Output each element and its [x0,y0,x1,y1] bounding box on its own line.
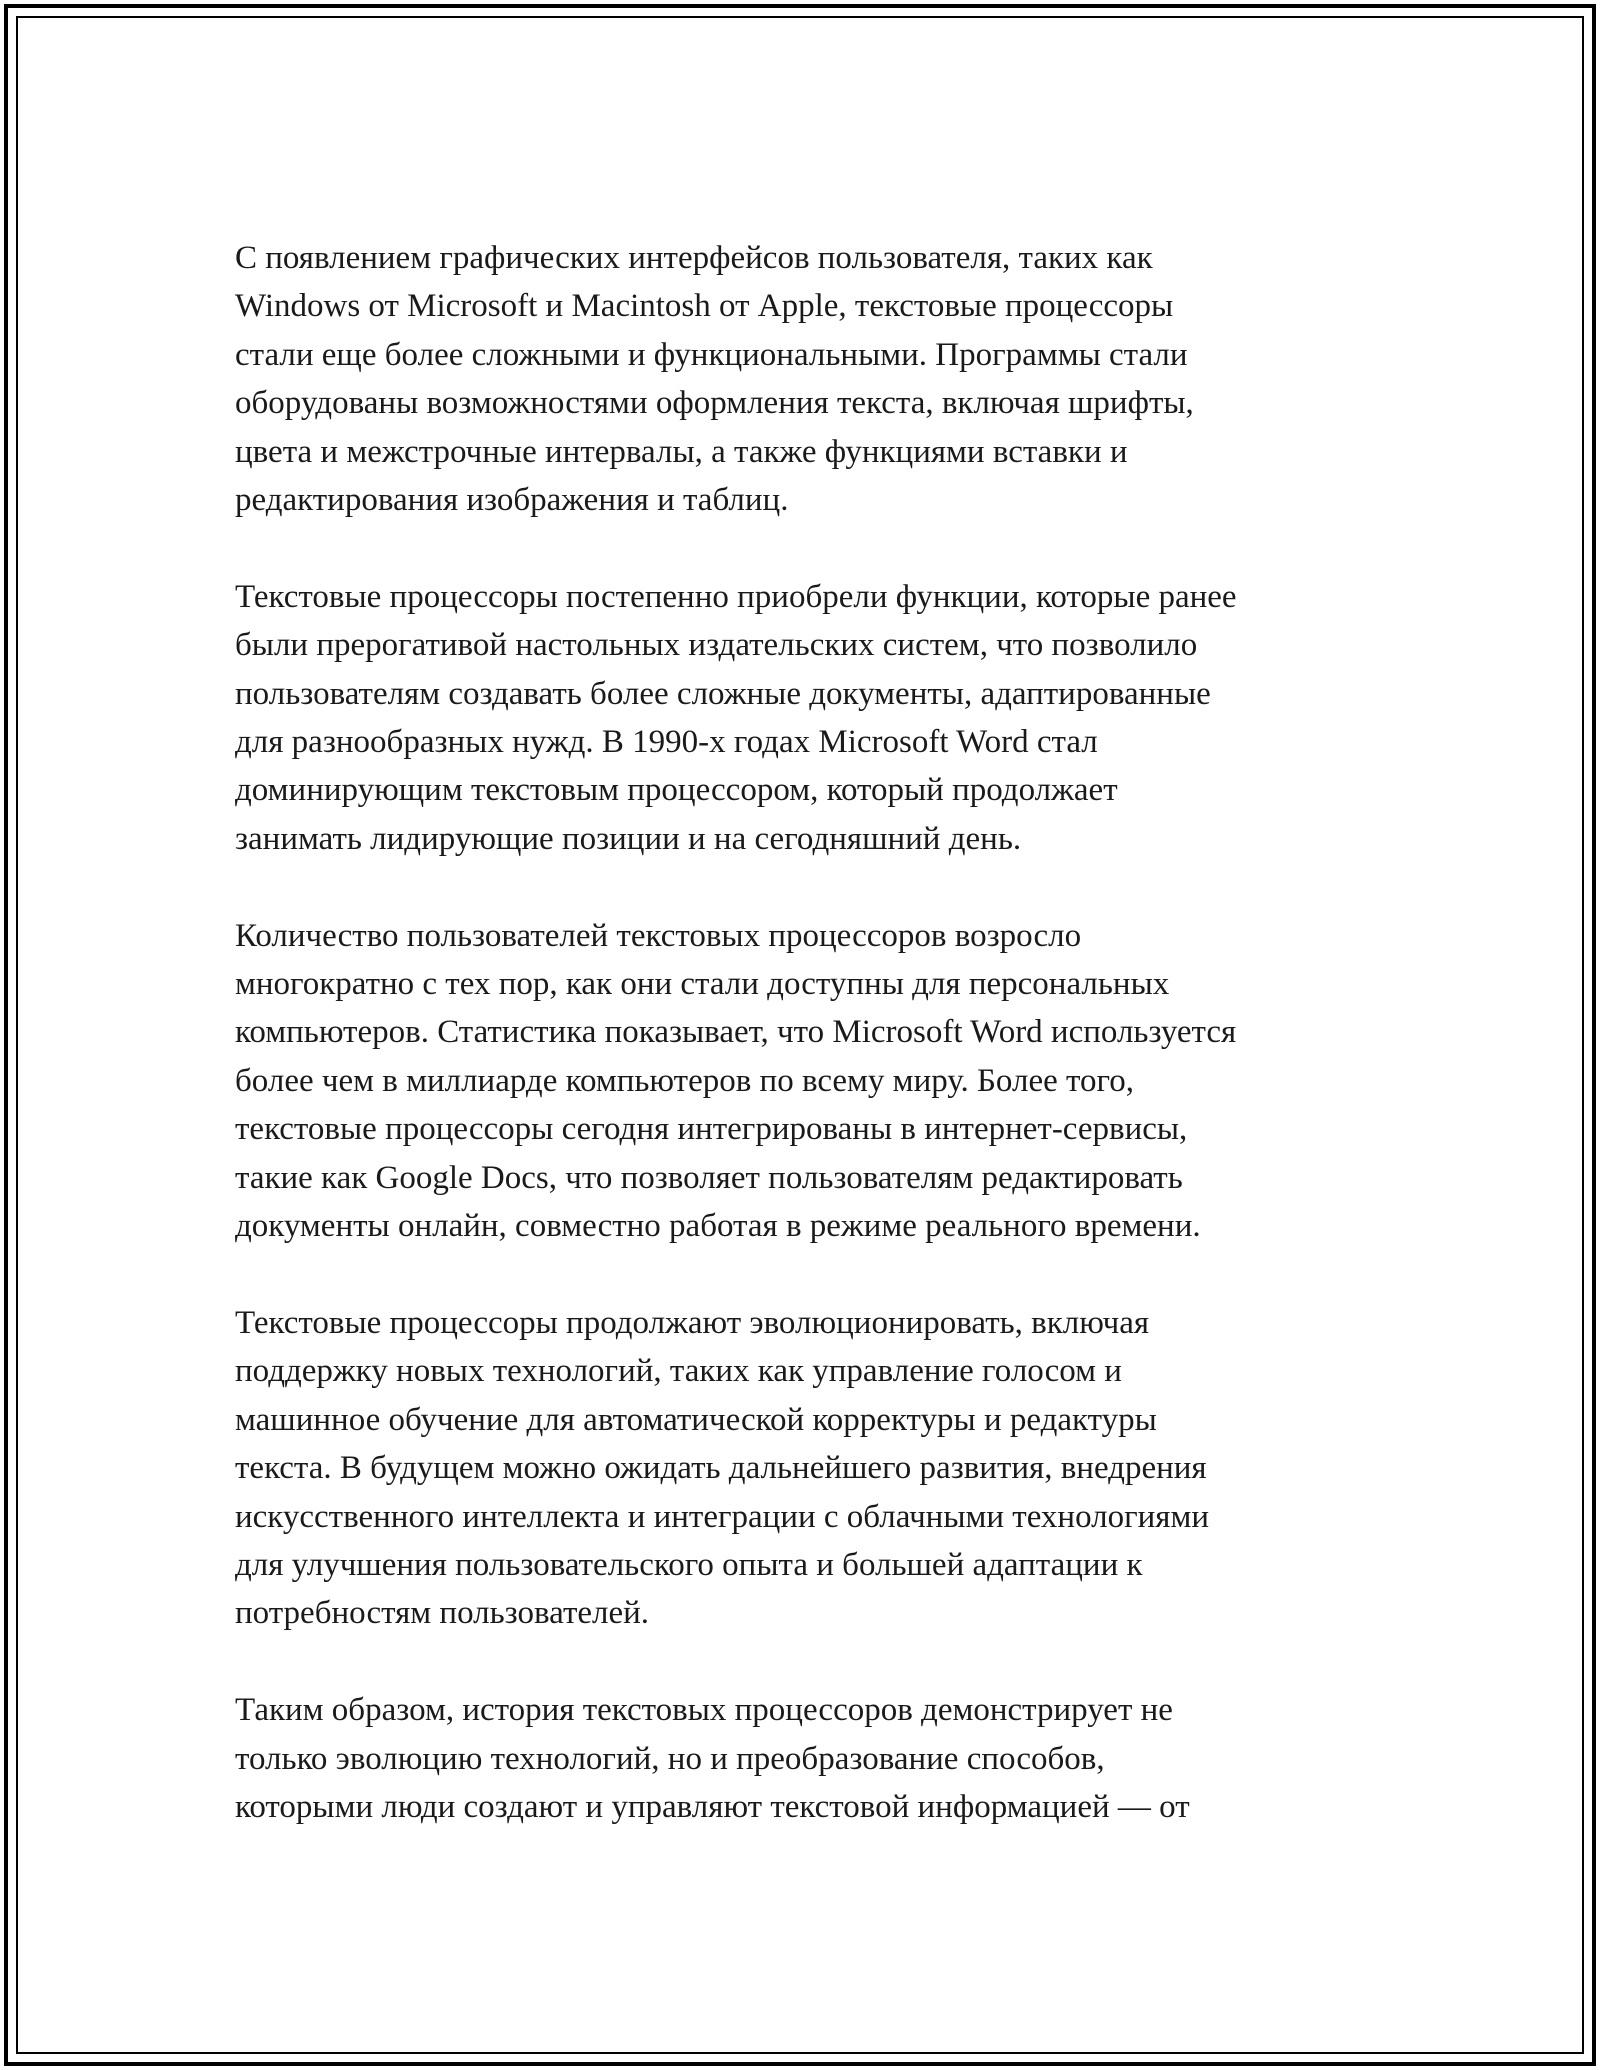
paragraph-3 [235,912,1385,1251]
text-line: С появлением графических интерфейсов пользователя, таких как [235,240,1153,276]
text-line: потребностям пользователей. [235,1595,650,1632]
text-line: были прерогативой настольных издательских систем, что позволило [235,627,1198,664]
text-line: машинное обучение для автоматической корректуры и редактуры [235,1401,1157,1438]
text-line: Текстовые процессоры постепенно приобрели функции, которые ранее [235,578,1237,615]
text-line: искусственного интеллекта и интеграции с облачными технологиями [235,1498,1210,1535]
text-line: которыми люди создают и управляют текстовой информацией — от [235,1788,1190,1825]
text-line: Текстовые процессоры продолжают эволюционировать, включая [235,1304,1150,1341]
text-line: Windows от Microsoft и Macintosh от Apple, текстовые процессоры [235,288,1174,325]
text-line: для разнообразных нужд. В 1990-х годах Microsoft Word стал [235,724,1098,761]
text-line: текстовые процессоры сегодня интегрированы в интернет-сервисы, [235,1111,1188,1148]
text-line: стали еще более сложными и функциональными. Программы стали [235,336,1188,373]
paragraph-1 [235,234,1385,524]
document-body [235,234,1385,1880]
text-line: поддержку новых технологий, таких как управление голосом и [235,1353,1122,1390]
text-line: более чем в миллиарде компьютеров по всему миру. Более того, [235,1062,1134,1099]
text-line: оборудованы возможностями оформления текста, включая шрифты, [235,385,1194,422]
text-line: Количество пользователей текстовых процессоров возросло [235,917,1082,954]
paragraph-4 [235,1299,1385,1638]
paragraph-2 [235,573,1385,863]
text-line: только эволюцию технологий, но и преобразование способов, [235,1740,1105,1777]
text-line: такие как Google Docs, что позволяет пользователям редактировать [235,1159,1183,1196]
text-line: для улучшения пользовательского опыта и большей адаптации к [235,1546,1143,1583]
text-line: редактирования изображения и таблиц. [235,482,789,519]
text-line: Таким образом, история текстовых процессоров демонстрирует не [235,1692,1173,1729]
paragraph-5 [235,1686,1385,1831]
text-line: занимать лидирующие позиции и на сегодняшний день. [235,820,1022,857]
text-line: пользователям создавать более сложные документы, адаптированные [235,675,1211,712]
text-line: цвета и межстрочные интервалы, а также функциями вставки и [235,433,1128,470]
text-line: текста. В будущем можно ожидать дальнейшего развития, внедрения [235,1450,1207,1487]
text-line: многократно с тех пор, как они стали доступны для персональных [235,966,1170,1003]
text-line: документы онлайн, совместно работая в режиме реального времени. [235,1208,1201,1245]
text-line: компьютеров. Статистика показывает, что Microsoft Word используется [235,1014,1237,1051]
text-line: доминирующим текстовым процессором, который продолжает [235,772,1118,809]
